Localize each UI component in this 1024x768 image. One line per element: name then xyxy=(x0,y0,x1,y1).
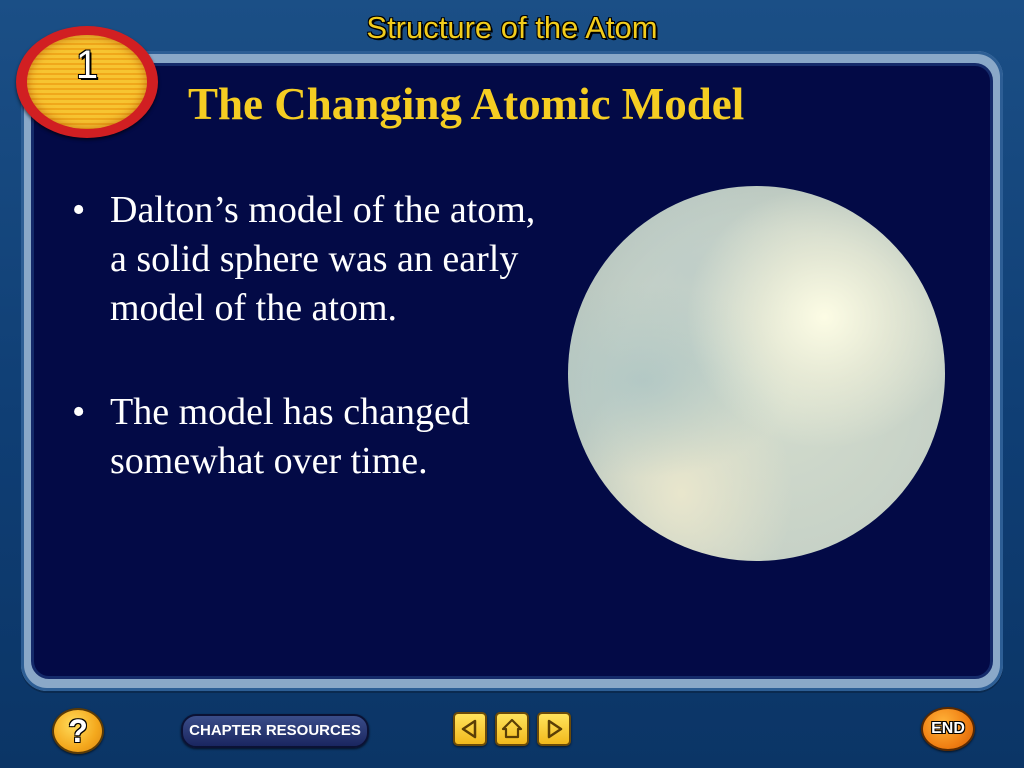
section-number-badge xyxy=(16,26,158,138)
home-icon xyxy=(497,714,527,744)
help-button[interactable] xyxy=(52,708,104,754)
help-label: ? xyxy=(68,713,88,749)
chapter-resources-button[interactable] xyxy=(181,714,369,748)
section-number: 1 xyxy=(75,43,99,87)
next-button[interactable] xyxy=(537,712,571,746)
left-arrow-icon xyxy=(455,714,485,744)
end-button[interactable] xyxy=(921,707,975,751)
badge-inner xyxy=(27,35,147,129)
home-button[interactable] xyxy=(495,712,529,746)
chapter-resources-label: CHAPTER RESOURCES xyxy=(189,722,361,739)
bullet-text: Dalton’s model of the atom, a solid sphere was an early model of the atom. xyxy=(110,189,536,329)
bullet-list xyxy=(68,186,538,486)
end-label: END xyxy=(931,720,965,737)
bullet-marker: • xyxy=(72,189,86,231)
slide-title: The Changing Atomic Model xyxy=(188,79,745,129)
section-title: Structure of the Atom xyxy=(366,10,658,45)
previous-button[interactable] xyxy=(453,712,487,746)
bullet-text: The model has changed somewhat over time. xyxy=(110,391,470,482)
right-arrow-icon xyxy=(539,714,569,744)
dalton-sphere-image xyxy=(568,186,945,561)
bullet-item xyxy=(68,388,538,486)
bullet-item xyxy=(68,186,538,333)
bullet-marker: • xyxy=(72,391,86,433)
